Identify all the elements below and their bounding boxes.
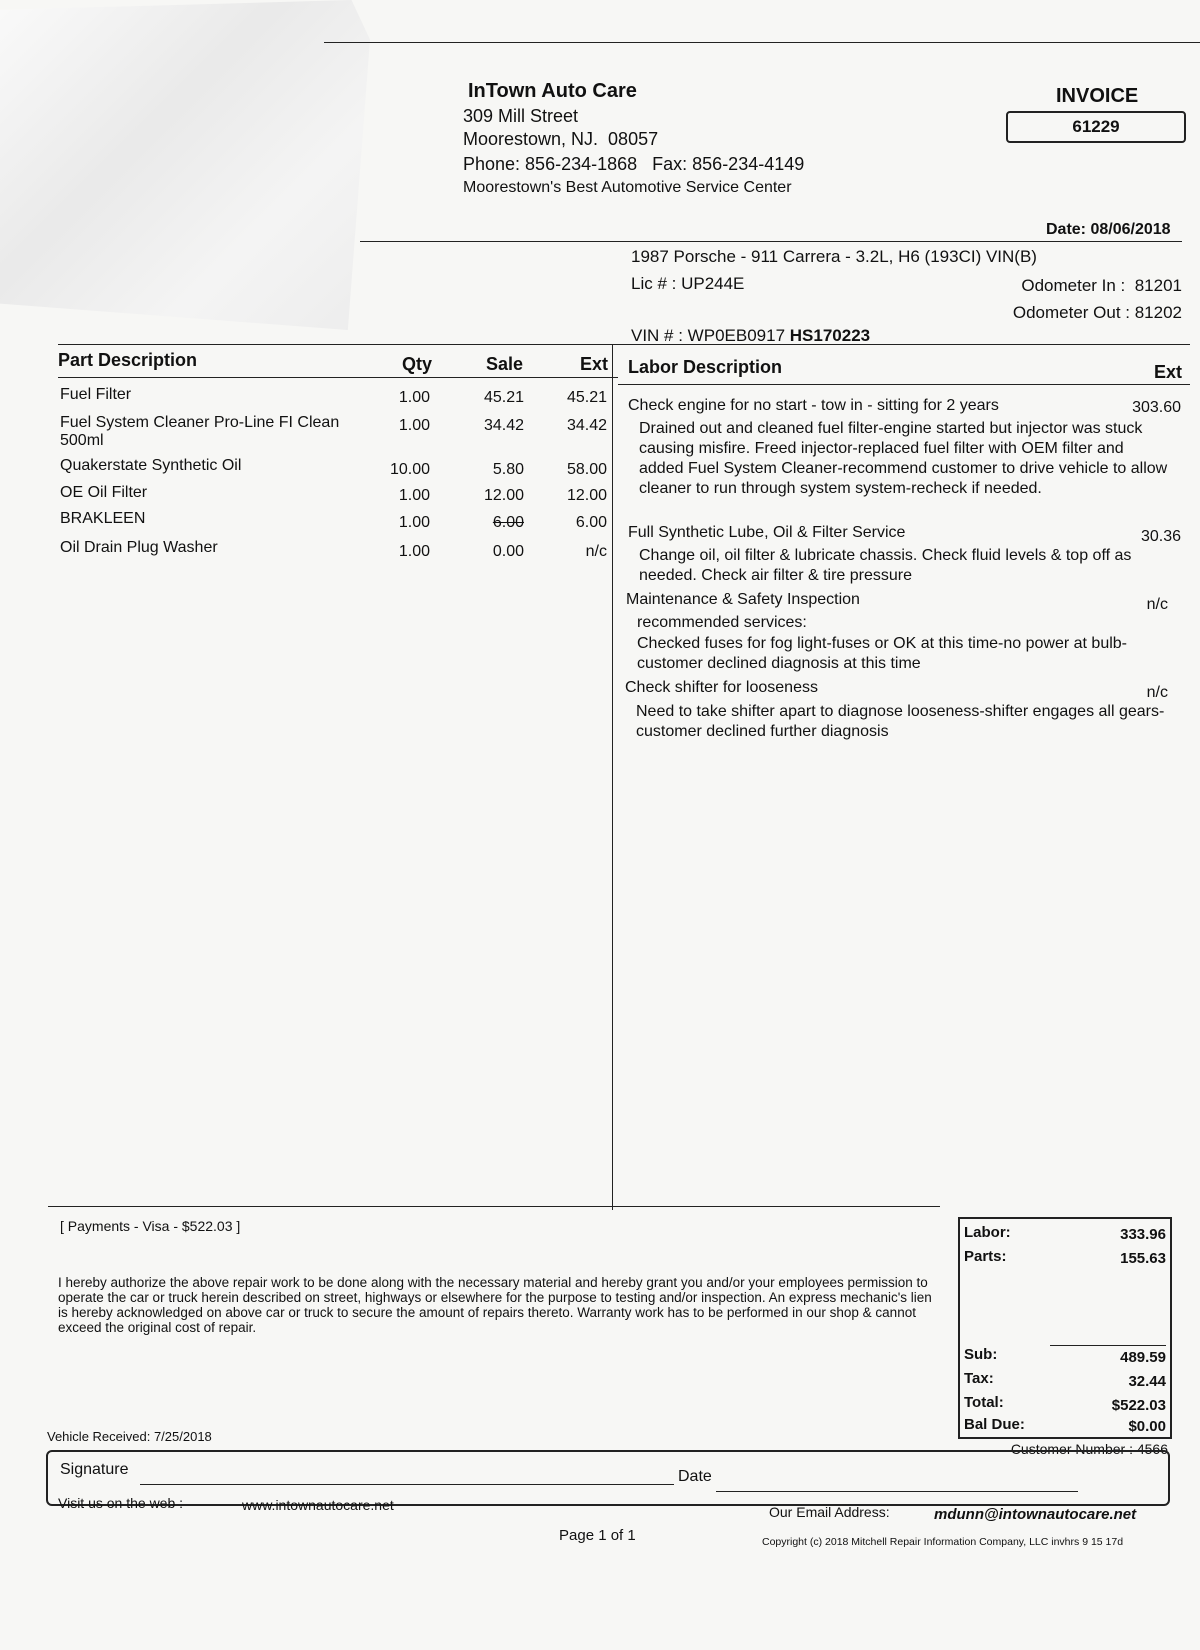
labor-total-label: Labor: (964, 1224, 1011, 1241)
part-sale: 5.80 (492, 461, 524, 478)
parts-header-ext: Ext (580, 354, 609, 374)
payments: [ Payments - Visa - $522.03 ] (60, 1218, 241, 1234)
signature-area (46, 1450, 1170, 1506)
part-sale: 12.00 (483, 487, 524, 504)
part-qty: 1.00 (398, 417, 430, 434)
labor-amount: n/c (1146, 596, 1168, 613)
top-rule (324, 42, 1200, 43)
labor-amount: 30.36 (1140, 528, 1181, 545)
part-qty: 10.00 (389, 461, 430, 478)
balance-due-value: $0.00 (1128, 1418, 1166, 1435)
sub-total-value: 489.59 (1120, 1349, 1166, 1366)
parts-header-qty: Qty (402, 354, 433, 374)
grand-total-value: $522.03 (1111, 1397, 1166, 1414)
part-ext: 12.00 (566, 487, 607, 504)
part-sale: 6.00 (492, 514, 524, 531)
signature-line[interactable] (140, 1484, 674, 1485)
vin-prefix: VIN # : WP0EB0917 (631, 326, 786, 345)
folded-paper-corner (0, 0, 370, 330)
bottom-rule (48, 1206, 940, 1207)
part-description: Fuel Filter (60, 386, 132, 403)
labor-header-rule (618, 384, 1190, 385)
part-ext: n/c (585, 543, 607, 560)
vehicle-vin (631, 326, 870, 346)
odometer-in: Odometer In : 81201 (1021, 276, 1182, 295)
shop-city: Moorestown, NJ. 08057 (463, 129, 659, 149)
vehicle-description: 1987 Porsche - 911 Carrera - 3.2L, H6 (193CI) VIN(B) (631, 247, 1037, 266)
part-ext: 45.21 (566, 389, 607, 406)
labor-detail: Drained out and cleaned fuel filter-engine started but injector was stuck causing misfire. Freed injector-replaced fuel filter with OEM filter and added Fuel System Cleaner-recommend customer to drive vehicle to allow cleaner to run through system system-recheck if needed. (639, 420, 1168, 497)
labor-header-ext: Ext (1153, 362, 1182, 382)
labor-amount: 303.60 (1132, 399, 1181, 416)
labor-title: Maintenance & Safety Inspection (626, 591, 860, 608)
parts-total-value: 155.63 (1120, 1250, 1166, 1267)
signature-label: Signature (60, 1461, 129, 1478)
balance-due-label: Bal Due: (964, 1416, 1025, 1433)
part-qty: 1.00 (398, 543, 430, 560)
date-line[interactable] (716, 1491, 1078, 1492)
shop-tagline: Moorestown's Best Automotive Service Center (463, 179, 792, 196)
customer-number: Customer Number : 4566 (1010, 1441, 1168, 1457)
sub-total-label: Sub: (964, 1346, 998, 1363)
part-ext: 58.00 (566, 461, 607, 478)
labor-detail: Change oil, oil filter & lubricate chassis. Check fluid levels & top off as needed. Check air filter & tire pressure (639, 547, 1132, 584)
tax-label: Tax: (964, 1370, 994, 1387)
labor-detail: Need to take shifter apart to diagnose looseness-shifter engages all gears-customer declined further diagnosis (636, 703, 1165, 740)
invoice-date: Date: 08/06/2018 (1046, 221, 1171, 238)
labor-detail-2: Checked fuses for fog light-fuses or OK at this time-no power at bulb-customer declined diagnosis at this time (637, 635, 1128, 672)
part-sale: 45.21 (483, 389, 524, 406)
parts-header-rule (58, 377, 618, 378)
part-sale: 0.00 (492, 543, 524, 560)
odometer-out: Odometer Out : 81202 (1012, 303, 1182, 322)
shop-name: InTown Auto Care (468, 80, 637, 102)
tax-value: 32.44 (1128, 1373, 1166, 1390)
invoice-title: INVOICE (1056, 85, 1139, 107)
vehicle-license: Lic # : UP244E (631, 274, 745, 293)
totals-rule (1050, 1345, 1166, 1346)
web-link[interactable]: www.intownautocare.net (242, 1497, 394, 1513)
shop-phone-fax: Phone: 856-234-1868 Fax: 856-234-4149 (463, 154, 805, 174)
part-description: Fuel System Cleaner Pro-Line FI Clean 500ml (60, 414, 340, 449)
labor-title: Check shifter for looseness (625, 679, 818, 696)
part-qty: 1.00 (398, 514, 430, 531)
invoice-number: 61229 (1006, 111, 1186, 143)
part-description: Quakerstate Synthetic Oil (60, 457, 242, 474)
part-description: Oil Drain Plug Washer (60, 539, 218, 556)
labor-total-value: 333.96 (1120, 1226, 1166, 1243)
copyright: Copyright (c) 2018 Mitchell Repair Information Company, LLC invhrs 9 15 17d (762, 1536, 1124, 1548)
parts-total-label: Parts: (964, 1248, 1007, 1265)
part-sale: 34.42 (483, 417, 524, 434)
authorization-text: I hereby authorize the above repair work to be done along with the necessary material and hereby grant you and/or your employees permission to operate the car or truck herein described on street, highways or elsewhere for the purpose to testing and/or inspection. An express mechanic's lien is hereby acknowledged on above car or truck to secure the amount of repairs thereto. Warranty work has to be performed in our shop & cannot exceed the original cost of repair. (58, 1275, 932, 1335)
web-label: Visit us on the web : (58, 1495, 184, 1511)
email-label: Our Email Address: (769, 1504, 890, 1520)
page-number: Page 1 of 1 (559, 1527, 636, 1544)
column-divider (612, 344, 613, 1210)
labor-detail: recommended services: (637, 614, 807, 631)
labor-title: Check engine for no start - tow in - sitting for 2 years (628, 397, 999, 414)
labor-header-description: Labor Description (628, 357, 783, 377)
part-description: BRAKLEEN (60, 510, 146, 527)
grand-total-label: Total: (964, 1394, 1004, 1411)
header-divider (360, 241, 1182, 242)
part-ext: 6.00 (575, 514, 607, 531)
table-top-rule (58, 344, 1190, 345)
part-ext: 34.42 (566, 417, 607, 434)
part-qty: 1.00 (398, 487, 430, 504)
labor-title: Full Synthetic Lube, Oil & Filter Service (628, 524, 906, 541)
shop-street: 309 Mill Street (463, 106, 579, 126)
parts-header-sale: Sale (486, 354, 524, 374)
vehicle-received: Vehicle Received: 7/25/2018 (47, 1429, 212, 1444)
labor-amount: n/c (1146, 684, 1168, 701)
parts-header-description: Part Description (58, 350, 198, 370)
part-qty: 1.00 (398, 389, 430, 406)
part-description: OE Oil Filter (60, 484, 148, 501)
date-label: Date (678, 1468, 712, 1485)
email-link[interactable]: mdunn@intownautocare.net (934, 1506, 1137, 1523)
vin-suffix: HS170223 (789, 326, 871, 345)
